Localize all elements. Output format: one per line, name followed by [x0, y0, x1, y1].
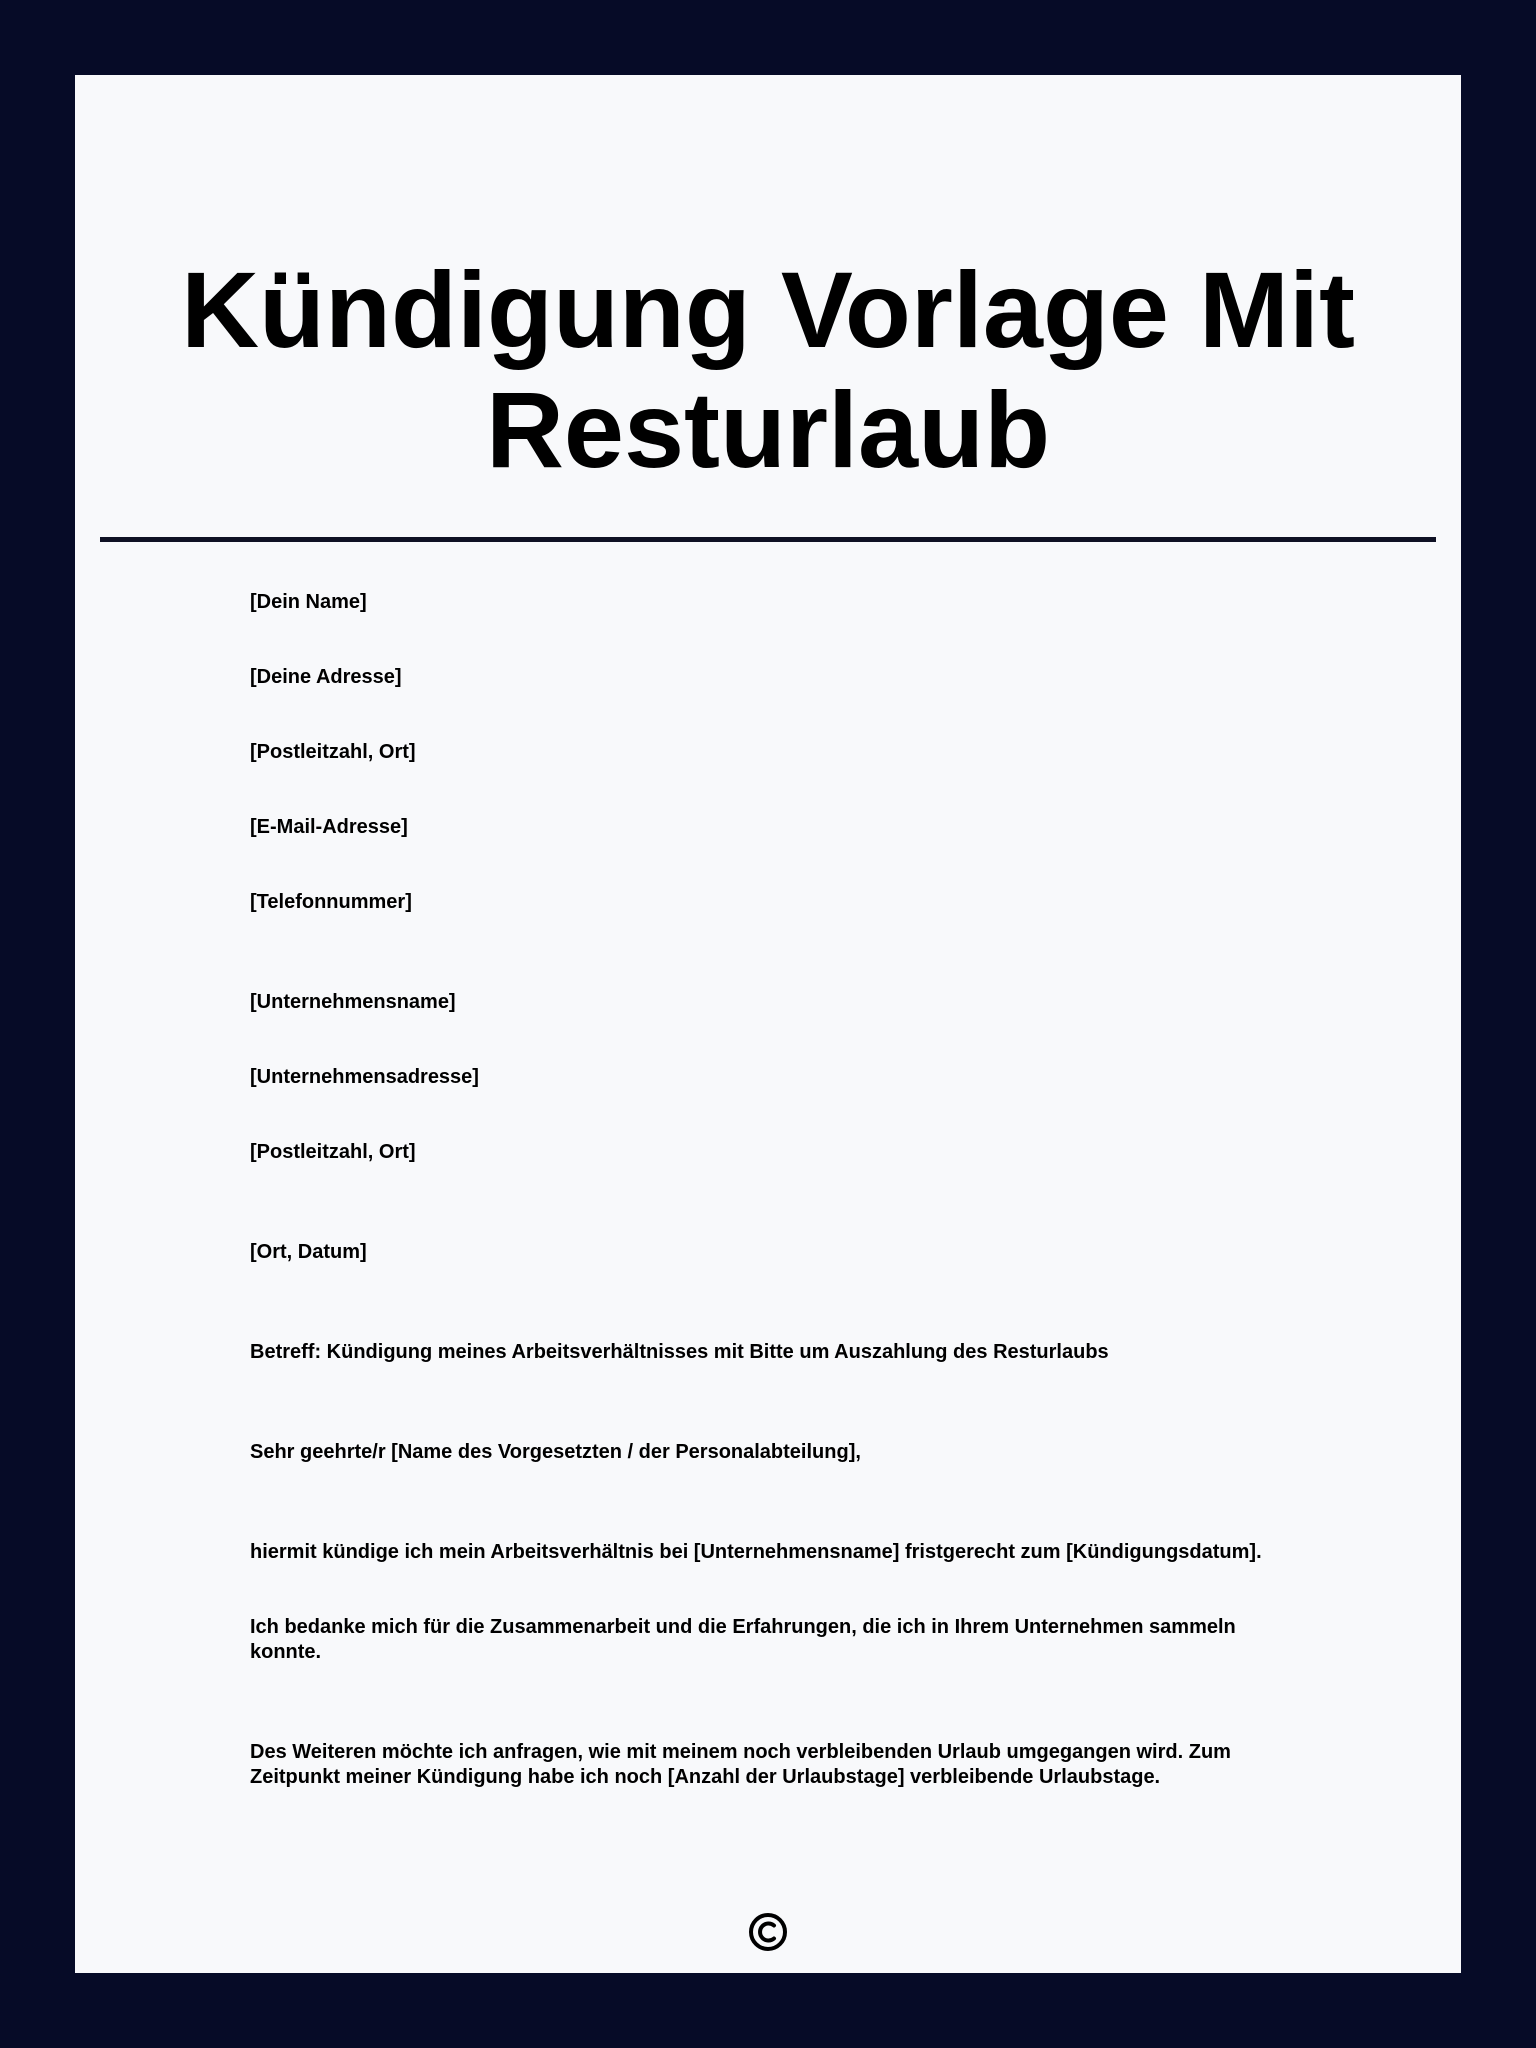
sender-name: [Dein Name] — [250, 591, 367, 613]
document-page — [75, 75, 1461, 1973]
recipient-postal-city: [Postleitzahl, Ort] — [250, 1141, 416, 1163]
title-divider — [100, 537, 1436, 542]
sender-phone: [Telefonnummer] — [250, 891, 412, 913]
recipient-address: [Unternehmensadresse] — [250, 1066, 479, 1088]
sender-email: [E-Mail-Adresse] — [250, 816, 408, 838]
place-date: [Ort, Datum] — [250, 1241, 367, 1263]
body-paragraph: Des Weiteren möchte ich anfragen, wie mit meinem noch verbleibenden Urlaub umgegangen wird. Zum Zeitpunkt meiner Kündigung habe ich noch [Anzahl der Urlaubstage] verbleibende Urlaubstage. — [250, 1741, 1231, 1788]
copyright-icon — [743, 1907, 793, 1957]
salutation: Sehr geehrte/r [Name des Vorgesetzten / der Personalabteilung], — [250, 1441, 861, 1463]
sender-postal-city: [Postleitzahl, Ort] — [250, 741, 416, 763]
sender-address: [Deine Adresse] — [250, 666, 402, 688]
document-title: Kündigung Vorlage Mit Resturlaub — [181, 249, 1355, 490]
recipient-company: [Unternehmensname] — [250, 991, 456, 1013]
subject-line: Betreff: Kündigung meines Arbeitsverhältnisses mit Bitte um Auszahlung des Resturlaubs — [250, 1341, 1109, 1363]
body-paragraph: Ich bedanke mich für die Zusammenarbeit und die Erfahrungen, die ich in Ihrem Unternehmen sammeln konnte. — [250, 1616, 1236, 1663]
body-paragraph: hiermit kündige ich mein Arbeitsverhältnis bei [Unternehmensname] fristgerecht zum [Kündigungsdatum]. — [250, 1541, 1262, 1563]
